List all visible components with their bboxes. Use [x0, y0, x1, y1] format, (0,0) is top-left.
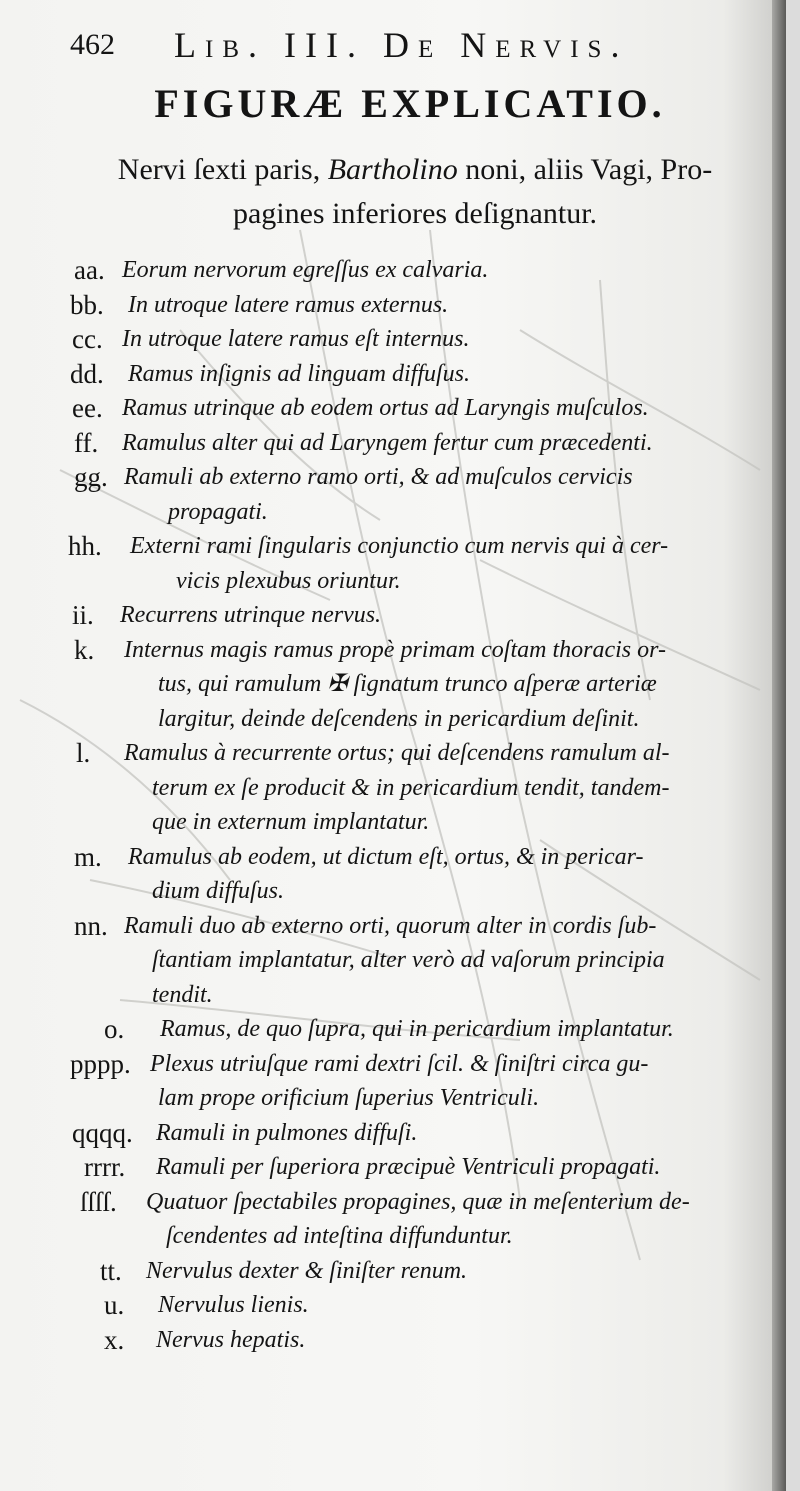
legend-text: Ramuli in pulmones diffuſi. [156, 1119, 418, 1146]
legend-letters: qqqq. [72, 1117, 133, 1148]
legend-list [0, 253, 786, 1357]
legend-text: Nervus hepatis. [156, 1326, 306, 1353]
legend-entry [0, 598, 786, 633]
legend-letters: cc. [72, 324, 103, 354]
legend-entry [0, 253, 786, 288]
legend-letters: dd. [70, 358, 104, 389]
legend-letters: hh. [68, 531, 102, 561]
legend-text: largitur, deinde deſcendens in pericardium deſinit. [158, 705, 640, 732]
legend-entry [0, 288, 786, 323]
page-heading: FIGURÆ EXPLICATIO. [154, 81, 666, 126]
legend-text: Eorum nervorum egreſſus ex calvaria. [122, 257, 489, 283]
legend-entry [0, 840, 786, 909]
subtitle-text: noni, aliis Vagi, Pro- [457, 153, 713, 186]
legend-letters: ii. [72, 600, 94, 630]
running-title: Lib. III. De Nervis. [174, 25, 629, 65]
legend-entry [0, 391, 786, 426]
legend-letters: l. [76, 738, 91, 768]
legend-letters: rrrr. [84, 1152, 126, 1182]
legend-text: Nervulus dexter & ſiniſter renum. [146, 1257, 468, 1284]
subtitle-author: Bartholino [327, 153, 458, 186]
legend-text: Ramuli ab externo ramo orti, & ad muſculos cervicis [124, 464, 633, 490]
legend-text: Ramus inſignis ad linguam diffuſus. [128, 360, 471, 387]
legend-letters: o. [104, 1014, 125, 1044]
legend-text: Ramuli duo ab externo orti, quorum alter in cordis ſub- [124, 912, 657, 939]
legend-letters: ee. [72, 393, 103, 423]
legend-letters: u. [104, 1290, 125, 1320]
legend-text: Internus magis ramus propè primam coſtam thoracis or- [124, 636, 666, 663]
legend-text: Ramulus alter qui ad Laryngem fertur cum præcedenti. [122, 429, 653, 456]
legend-text: Recurrens utrinque nervus. [120, 602, 382, 628]
legend-text: Ramus utrinque ab eodem ortus ad Laryngis muſculos. [122, 395, 649, 421]
legend-text: In utroque latere ramus externus. [128, 291, 449, 318]
legend-letters: x. [104, 1324, 125, 1355]
page-number: 462 [70, 28, 115, 61]
legend-entry [0, 1047, 786, 1116]
legend-entry [0, 529, 786, 598]
legend-letters: pppp. [70, 1048, 131, 1079]
legend-letters: ff. [74, 427, 99, 458]
legend-text: que in externum implantatur. [152, 809, 430, 835]
legend-text: vicis plexubus oriuntur. [176, 567, 401, 594]
legend-letters: nn. [74, 910, 108, 941]
subtitle-text: Nervi ſexti paris, [117, 153, 328, 186]
legend-text: dium diffuſus. [152, 878, 285, 904]
legend-entry [0, 909, 786, 1013]
legend-text: Externi rami ſingularis conjunctio cum nervis qui à cer- [130, 533, 669, 559]
subtitle [60, 148, 770, 236]
legend-text: In utroque latere ramus eſt internus. [122, 326, 470, 352]
legend-entry [0, 357, 786, 392]
legend-text: Ramus, de quo ſupra, qui in pericardium implantatur. [160, 1016, 674, 1042]
legend-text: propagati. [168, 498, 268, 525]
legend-text: lam prope orificium ſuperius Ventriculi. [158, 1085, 540, 1111]
legend-entry [0, 1254, 786, 1289]
legend-text: tendit. [152, 981, 213, 1008]
legend-text: Ramulus ab eodem, ut dictum eſt, ortus, & in pericar- [128, 843, 644, 870]
subtitle-line-1 [60, 148, 770, 192]
legend-entry [0, 1150, 786, 1185]
legend-text: Nervulus lienis. [158, 1292, 309, 1318]
legend-entry [0, 1116, 786, 1151]
legend-letters: ſſſſ. [80, 1186, 117, 1217]
legend-letters: m. [74, 841, 102, 872]
legend-letters: k. [74, 634, 95, 665]
legend-text: Quatuor ſpectabiles propagines, quæ in meſenterium de- [146, 1188, 690, 1215]
running-head [70, 22, 670, 70]
legend-text: terum ex ſe producit & in pericardium tendit, tandem- [152, 774, 670, 801]
legend-text: Ramuli per ſuperiora præcipuè Ventriculi propagati. [156, 1154, 661, 1180]
legend-text: ſcendentes ad inteſtina diffunduntur. [166, 1223, 513, 1249]
legend-entry [0, 426, 786, 461]
legend-entry [0, 460, 786, 529]
legend-entry [0, 322, 786, 357]
legend-letters: tt. [100, 1255, 122, 1286]
legend-text: Plexus utriuſque rami dextri ſcil. & ſiniſtri circa gu- [150, 1050, 649, 1077]
legend-text: ſtantiam implantatur, alter verò ad vaſorum principia [152, 947, 665, 973]
legend-entry [0, 633, 786, 737]
legend-letters: aa. [74, 255, 105, 285]
legend-entry [0, 736, 786, 840]
legend-letters: bb. [70, 289, 104, 320]
page-edge-shadow [772, 0, 786, 1491]
legend-letters: gg. [74, 462, 108, 492]
legend-text: Ramulus à recurrente ortus; qui deſcendens ramulum al- [124, 740, 670, 766]
legend-text: tus, qui ramulum ✠ ſignatum trunco aſperæ arteriæ [158, 671, 657, 697]
legend-entry [0, 1323, 786, 1358]
legend-entry [0, 1185, 786, 1254]
legend-entry [0, 1012, 786, 1047]
subtitle-line-2: pagines inferiores deſignantur. [232, 197, 598, 230]
legend-entry [0, 1288, 786, 1323]
